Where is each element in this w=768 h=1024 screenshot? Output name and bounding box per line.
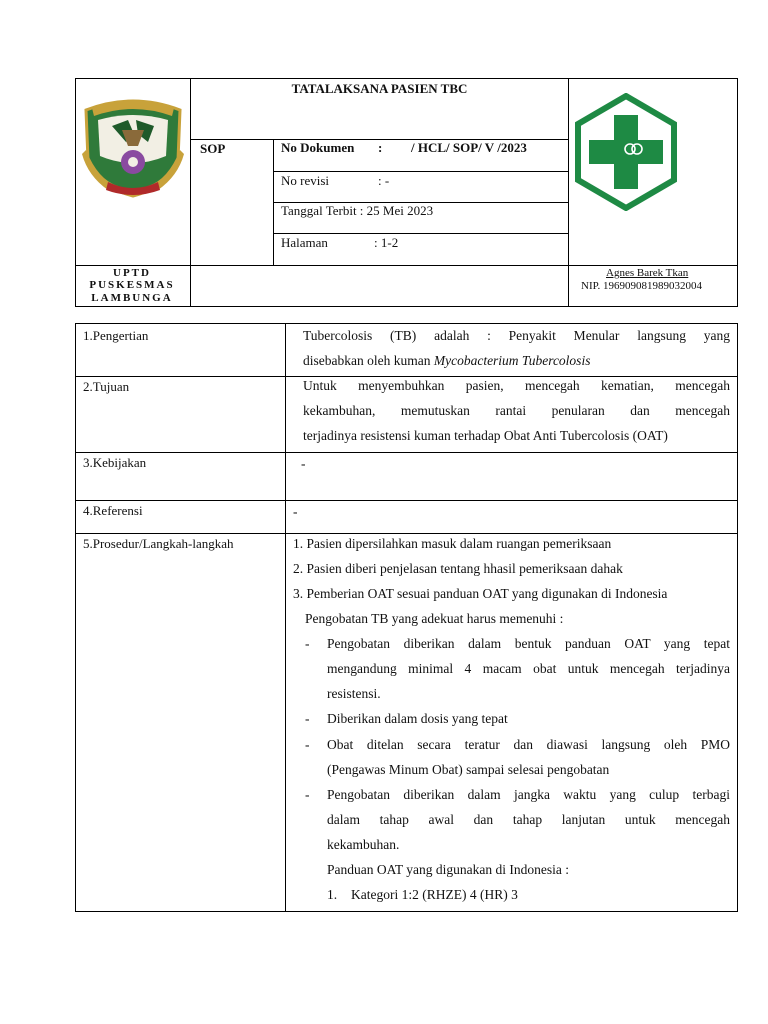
prosedur-step3-sub: Pengobatan TB yang adekuat harus memenuhi :: [305, 611, 564, 626]
bullet2-line1: Diberikan dalam dosis yang tepat: [327, 711, 508, 726]
section-label-prosedur: 5.Prosedur/Langkah-langkah: [83, 536, 234, 551]
grid-line: [285, 324, 286, 912]
kategori-number: 1.: [327, 887, 338, 902]
prosedur-step2: 2. Pasien diberi penjelasan tentang hhasil pemeriksaan dahak: [293, 561, 623, 576]
sop-label: SOP: [200, 141, 226, 156]
signer-nip: NIP. 196909081989032004: [581, 280, 703, 292]
bullet1-line3: resistensi.: [327, 686, 381, 701]
section-label-tujuan: 2.Tujuan: [83, 379, 130, 394]
sop-content-table: [75, 323, 738, 912]
panduan-oat: Panduan OAT yang digunakan di Indonesia :: [327, 862, 569, 877]
grid-line: [190, 79, 191, 307]
referensi-value: -: [293, 504, 298, 519]
pengertian-line1: Tubercolosis (TB) adalah : Penyakit Menular langsung yang: [303, 328, 730, 343]
tujuan-line1: Untuk menyembuhkan pasien, mencegah kematian, mencegah: [303, 378, 730, 393]
grid-line: [273, 233, 568, 234]
section-label-referensi: 4.Referensi: [83, 503, 143, 518]
health-cross-logo: [573, 93, 679, 211]
halaman-label: Halaman: [281, 235, 328, 250]
tujuan-line3: terjadinya resistensi kuman terhadap Obat Anti Tubercolosis (OAT): [303, 428, 668, 443]
unit-name-line3: LAMBUNGA: [91, 292, 173, 304]
kebijakan-value: -: [301, 456, 306, 471]
sop-header-table: [75, 78, 738, 307]
halaman-value: : 1-2: [374, 235, 399, 250]
section-label-kebijakan: 3.Kebijakan: [83, 455, 147, 470]
no-dokumen-label: No Dokumen: [281, 140, 355, 155]
kategori-item: Kategori 1:2 (RHZE) 4 (HR) 3: [351, 887, 518, 902]
grid-line: [76, 500, 738, 501]
grid-line: [76, 452, 738, 453]
grid-line: [568, 79, 569, 307]
signer-name: Agnes Barek Tkan: [606, 267, 689, 279]
section-label-pengertian: 1.Pengertian: [83, 328, 149, 343]
bullet3-line1: Obat ditelan secara teratur dan diawasi langsung oleh PMO: [327, 737, 730, 752]
bullet4-line2: dalam tahap awal dan tahap lanjutan untuk mencegah: [327, 812, 730, 827]
grid-line: [273, 171, 568, 172]
bullet1-line2: mengandung minimal 4 macam obat untuk mencegah terjadinya: [327, 661, 730, 676]
bullet-dash: -: [305, 636, 310, 651]
no-dokumen-value: / HCL/ SOP/ V /2023: [411, 140, 527, 155]
document-title: TATALAKSANA PASIEN TBC: [291, 81, 468, 96]
bullet-dash: -: [305, 711, 310, 726]
unit-name-line1: UPTD: [113, 267, 151, 279]
grid-line: [76, 265, 738, 266]
pengertian-line2: disebabkan oleh kuman Mycobacterium Tubercolosis: [303, 353, 591, 368]
prosedur-step3: 3. Pemberian OAT sesuai panduan OAT yang digunakan di Indonesia: [293, 586, 668, 601]
bullet-dash: -: [305, 787, 310, 802]
bullet3-line2: (Pengawas Minum Obat) sampai selesai pengobatan: [327, 762, 610, 777]
regional-emblem-logo: [78, 90, 188, 198]
unit-name-line2: PUSKESMAS: [89, 279, 175, 291]
tujuan-line2: kekambuhan, memutuskan rantai penularan dan mencegah: [303, 403, 730, 418]
no-revisi-value: : -: [378, 173, 390, 188]
tanggal-terbit: Tanggal Terbit : 25 Mei 2023: [281, 203, 434, 218]
bullet4-line3: kekambuhan.: [327, 837, 400, 852]
pengertian-italic: Mycobacterium Tubercolosis: [433, 353, 591, 368]
prosedur-step1: 1. Pasien dipersilahkan masuk dalam ruangan pemeriksaan: [293, 536, 612, 551]
bullet1-line1: Pengobatan diberikan dalam bentuk panduan OAT yang tepat: [327, 636, 730, 651]
no-revisi-label: No revisi: [281, 173, 330, 188]
bullet-dash: -: [305, 737, 310, 752]
bullet4-line1: Pengobatan diberikan dalam jangka waktu yang culup terbagi: [327, 787, 730, 802]
no-dokumen-separator: :: [378, 140, 383, 155]
